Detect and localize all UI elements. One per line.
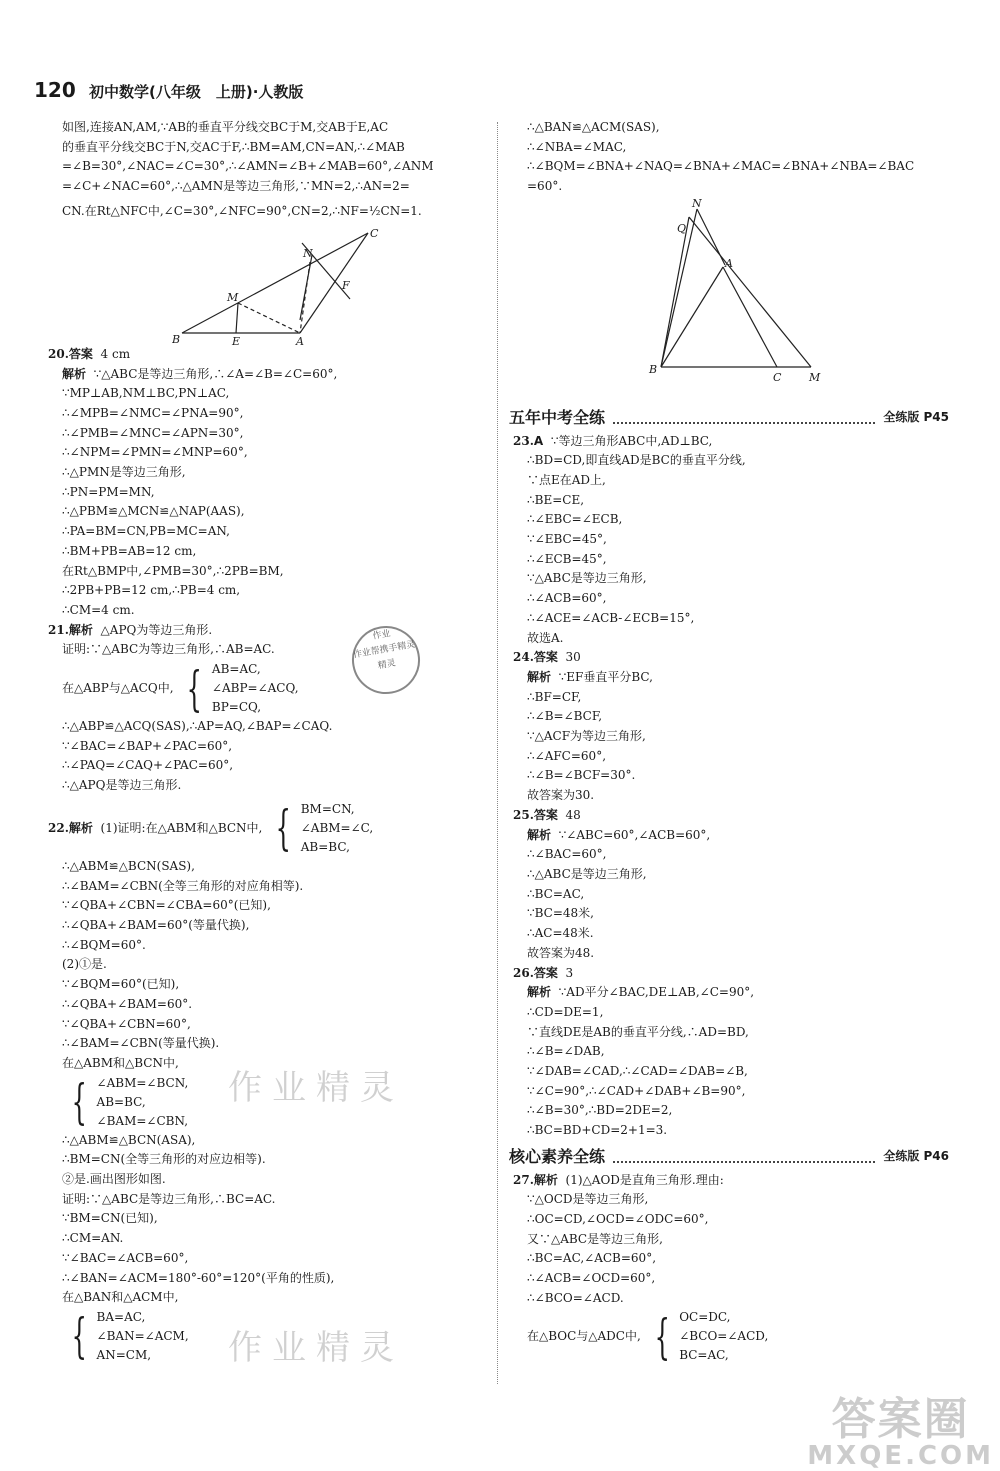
text-line: 在Rt△BMP中,∠PMB=30°,∴2PB=BM, xyxy=(62,563,284,578)
question-23 xyxy=(513,432,967,649)
label-c: C xyxy=(370,226,379,240)
text-line: ∴2PB+PB=12 cm,∴PB=4 cm, xyxy=(62,583,241,598)
label-b: B xyxy=(172,332,181,345)
question-number: 26. xyxy=(513,965,534,980)
triangle-figure-1 xyxy=(172,225,412,345)
text-line: ∴△PMN是等边三角形, xyxy=(62,465,186,480)
text-line: ∵直线DE是AB的垂直平分线,∴AD=BD, xyxy=(527,1024,749,1039)
text-line: ∴∠BAN=∠ACM=180°-60°=120°(平角的性质), xyxy=(62,1270,335,1285)
text-line: =∠C+∠NAC=60°,∴△AMN是等边三角形,∵MN=2,∴AN=2= xyxy=(62,179,410,194)
text-line: ∴AC=48米. xyxy=(527,926,594,941)
question-25 xyxy=(513,806,967,964)
text-line: ∴CD=DE=1, xyxy=(527,1004,604,1019)
brace-item: ∠ABM=∠C, xyxy=(300,820,374,835)
brace-item: ∠BAM=∠CBN, xyxy=(96,1113,189,1128)
text-line: ∴BD=CD,即直线AD是BC的垂直平分线, xyxy=(527,453,746,468)
text-line: ∴△BAN≌△ACM(SAS), xyxy=(527,120,660,134)
section-ref: 全练版 P45 xyxy=(883,409,949,424)
analysis-tag: 解析 xyxy=(527,669,552,684)
answer-tag: 答案 xyxy=(533,650,558,665)
answer-value: 30 xyxy=(565,650,581,665)
text-line: ∴△ABP≌△ACQ(SAS),∴AP=AQ,∠BAP=∠CAQ. xyxy=(62,719,333,734)
question-number: 23. xyxy=(513,433,534,448)
text-line: ∴∠BCO=∠ACD. xyxy=(527,1290,624,1305)
text-line: 在△BOC与△ADC中, xyxy=(527,1329,641,1344)
text-line: ∴BM+PB=AB=12 cm, xyxy=(62,543,197,558)
brace-item: ∠BCO=∠ACD, xyxy=(679,1329,769,1344)
intro-text xyxy=(62,118,482,225)
text-line: ∵EF垂直平分BC, xyxy=(558,669,653,684)
question-number: 27. xyxy=(513,1172,534,1187)
text-line: ∵△OCD是等边三角形, xyxy=(527,1192,649,1207)
text-line: 又∵△ABC是等边三角形, xyxy=(527,1231,663,1246)
text-line: ∴∠BQM=∠BNA+∠NAQ=∠BNA+∠MAC=∠BNA+∠NBA=∠BAC xyxy=(527,159,915,174)
text-line: ∴∠BAM=∠CBN(等量代换). xyxy=(62,1036,220,1051)
label-n: N xyxy=(303,246,313,260)
text-line: ∴OC=CD,∠OCD=∠ODC=60°, xyxy=(527,1211,709,1226)
text-line: ∵∠QBA+∠CBN=60°, xyxy=(62,1016,191,1031)
text-line: ∴∠NBA=∠MAC, xyxy=(527,139,627,154)
analysis-tag: 解析 xyxy=(68,622,93,637)
brace-item: ∠BAN=∠ACM, xyxy=(96,1328,189,1343)
text-line: ∴∠B=30°,∴BD=2DE=2, xyxy=(527,1103,673,1118)
brace-item: BC=AC, xyxy=(679,1348,729,1363)
text-line: (2)①是. xyxy=(62,957,107,972)
section-title: 五年中考全练 xyxy=(509,407,606,427)
brace-item: AB=AC, xyxy=(211,662,261,677)
answer-tag: 答案 xyxy=(68,346,93,361)
text-line: ∵AD平分∠BAC,DE⊥AB,∠C=90°, xyxy=(558,985,755,1000)
brace-item: AN=CM, xyxy=(96,1347,152,1362)
section-title: 核心素养全练 xyxy=(509,1146,606,1166)
brace-item: OC=DC, xyxy=(679,1310,731,1325)
brace-item: BP=CQ, xyxy=(211,700,262,715)
site-logo: 答案圈 MXQE.COM xyxy=(807,1394,994,1471)
brace-item: AB=BC, xyxy=(300,839,350,854)
label-b: B xyxy=(649,362,658,376)
text-line: ∴BC=AC, xyxy=(527,886,585,901)
question-number: 22. xyxy=(48,820,69,835)
answer-value: 3 xyxy=(565,965,574,980)
book-title: 初中数学(八年级 上册)·人教版 xyxy=(88,83,304,101)
right-column xyxy=(509,118,967,1365)
label-m: M xyxy=(809,370,821,384)
triangle-figure-2 xyxy=(647,197,847,402)
text-line: ∵∠C=90°,∴∠CAD+∠DAB+∠B=90°, xyxy=(527,1083,746,1098)
question-number: 21. xyxy=(48,622,69,637)
text-line: ∴PN=PM=MN, xyxy=(62,484,155,499)
question-20 xyxy=(48,345,482,621)
question-24 xyxy=(513,648,967,806)
text-line: ∴∠EBC=∠ECB, xyxy=(527,512,623,527)
text-line: △APQ为等边三角形. xyxy=(100,622,213,637)
text-line: CN.在Rt△NFC中,∠C=30°,∠NFC=90°,CN=2,∴NF=½CN=1. xyxy=(62,203,422,218)
text-line: ∴BE=CE, xyxy=(527,492,585,507)
text-line: 在△BAN和△ACM中, xyxy=(62,1290,179,1305)
answer-tag: 答案 xyxy=(533,965,558,980)
text-line: ∴∠B=∠BCF, xyxy=(527,709,603,724)
text-line: ∴∠B=∠DAB, xyxy=(527,1044,605,1059)
answer-value: 48 xyxy=(565,807,581,822)
brace-group: { AB=AC, ∠ABP=∠ACQ, BP=CQ, xyxy=(186,660,299,717)
question-number: 20. xyxy=(48,346,69,361)
text-line: ∵∠DAB=∠CAD,∴∠CAD=∠DAB=∠B, xyxy=(527,1064,748,1079)
text-line: ∴BC=AC,∠ACB=60°, xyxy=(527,1251,657,1266)
text-line: ∴∠BAC=60°, xyxy=(527,847,607,862)
text-line: ∴△APQ是等边三角形. xyxy=(62,778,182,793)
text-line: ∴△ABM≌△BCN(ASA), xyxy=(62,1132,196,1147)
text-line: ∴∠PMB=∠MNC=∠APN=30°, xyxy=(62,425,244,440)
text-line: ∵MP⊥AB,NM⊥BC,PN⊥AC, xyxy=(62,386,230,401)
question-27 xyxy=(513,1171,967,1366)
text-line: ∵△ABC是等边三角形,∴∠A=∠B=∠C=60°, xyxy=(93,366,338,381)
text-line: 在△ABP与△ACQ中, xyxy=(62,681,174,696)
section-header-2 xyxy=(509,1147,949,1167)
label-e: E xyxy=(232,334,241,345)
watermark: 作业精灵 xyxy=(228,1328,404,1368)
text-line: =60°. xyxy=(527,179,563,194)
text-line: ∴∠QBA+∠BAM=60°. xyxy=(62,996,193,1011)
text-line: =∠B=30°,∠NAC=∠C=30°,∴∠AMN=∠B+∠MAB=60°,∠ANM xyxy=(62,159,434,174)
text-line: ∴∠BAM=∠CBN(全等三角形的对应角相等). xyxy=(62,878,304,893)
text-line: (1)证明:在△ABM和△BCN中, xyxy=(100,820,263,835)
analysis-tag: 解析 xyxy=(527,985,552,1000)
text-line: ∴∠ACB=∠OCD=60°, xyxy=(527,1271,656,1286)
section-header-1 xyxy=(509,408,949,428)
page-number: 120 xyxy=(34,78,76,102)
label-q: Q xyxy=(677,221,687,235)
answer-tag: A xyxy=(533,433,544,448)
question-21 xyxy=(48,621,482,796)
text-line: ∵∠BQM=60°(已知), xyxy=(62,977,180,992)
text-line: 故答案为30. xyxy=(527,788,595,803)
text-line: ∴∠QBA+∠BAM=60°(等量代换), xyxy=(62,917,250,932)
text-line: ∴BF=CF, xyxy=(527,689,582,704)
text-line: ∴∠ECB=45°, xyxy=(527,551,607,566)
text-line: ∴∠ACB=60°, xyxy=(527,591,607,606)
analysis-tag: 解析 xyxy=(62,366,87,381)
brace-group: { ∠ABM=∠BCN, AB=BC, ∠BAM=∠CBN, xyxy=(71,1074,189,1131)
watermark: 作业精灵 xyxy=(228,1068,404,1108)
text-line: ∴△ABC是等边三角形, xyxy=(527,866,647,881)
brace-group: { OC=DC, ∠BCO=∠ACD, BC=AC, xyxy=(654,1308,769,1365)
text-line: ∵等边三角形ABC中,AD⊥BC, xyxy=(550,433,713,448)
text-line: ∴PA=BM=CN,PB=MC=AN, xyxy=(62,524,230,539)
answer-value: 4 cm xyxy=(100,346,131,361)
text-line: ∴BM=CN(全等三角形的对应边相等). xyxy=(62,1152,266,1167)
text-line: ∵△ABC是等边三角形, xyxy=(527,571,647,586)
question-number: 25. xyxy=(513,807,534,822)
text-line: ∴△ABM≌△BCN(SAS), xyxy=(62,858,195,873)
brace-item: ∠ABM=∠BCN, xyxy=(96,1075,189,1090)
brace-item: BA=AC, xyxy=(96,1309,146,1324)
text-line: 的垂直平分线交BC于N,交AC于F,∴BM=AM,CN=AN,∴∠MAB xyxy=(62,139,405,154)
text-line: ∴∠B=∠BCF=30°. xyxy=(527,768,636,783)
text-line: 证明:∵△ABC为等边三角形,∴AB=AC. xyxy=(62,642,275,657)
left-column xyxy=(48,118,482,1365)
stamp: 作业 作业帮携手精灵 精灵 xyxy=(347,621,426,700)
text-line: ∴CM=AN. xyxy=(62,1231,124,1246)
text-line: ∴∠PAQ=∠CAQ+∠PAC=60°, xyxy=(62,758,234,773)
label-a: A xyxy=(725,256,733,270)
text-line: 故选A. xyxy=(527,630,564,645)
label-m: M xyxy=(227,290,239,304)
label-a: A xyxy=(296,334,304,345)
analysis-tag: 解析 xyxy=(533,1172,558,1187)
text-line: ∵△ACF为等边三角形, xyxy=(527,729,646,744)
label-c: C xyxy=(773,370,782,384)
text-line: ∴BC=BD+CD=2+1=3. xyxy=(527,1123,668,1138)
text-line: 如图,连接AN,AM,∵AB的垂直平分线交BC于M,交AB于E,AC xyxy=(62,120,389,134)
text-line: ∵∠BAC=∠ACB=60°, xyxy=(62,1250,189,1265)
text-line: ∴∠AFC=60°, xyxy=(527,748,607,763)
analysis-tag: 解析 xyxy=(68,820,93,835)
text-line: ∴∠MPB=∠NMC=∠PNA=90°, xyxy=(62,405,244,420)
text-line: 证明:∵△ABC是等边三角形,∴BC=AC. xyxy=(62,1191,276,1206)
text-line: 故答案为48. xyxy=(527,945,595,960)
text-line: ∵BM=CN(已知), xyxy=(62,1211,158,1226)
label-n: N xyxy=(692,196,702,210)
brace-item: ∠ABP=∠ACQ, xyxy=(211,681,299,696)
text-line: ②是.画出图形如图. xyxy=(62,1172,166,1187)
brace-item: AB=BC, xyxy=(96,1094,146,1109)
question-number: 24. xyxy=(513,650,534,665)
text-line: 在△ABM和△BCN中, xyxy=(62,1055,179,1070)
analysis-tag: 解析 xyxy=(527,827,552,842)
page-header xyxy=(34,78,303,102)
text-line: ∵点E在AD上, xyxy=(527,472,606,487)
text-line: ∴∠BQM=60°. xyxy=(62,937,146,952)
text-line: ∴∠NPM=∠PMN=∠MNP=60°, xyxy=(62,445,248,460)
section-ref: 全练版 P46 xyxy=(883,1148,949,1163)
text-line: ∵∠EBC=45°, xyxy=(527,532,607,547)
text-line: ∵∠BAC=∠BAP+∠PAC=60°, xyxy=(62,738,233,753)
text-line: (1)△AOD是直角三角形.理由: xyxy=(565,1172,724,1187)
column-divider xyxy=(497,122,498,1384)
text-line: ∴CM=4 cm. xyxy=(62,602,135,617)
text-line: ∵∠QBA+∠CBN=∠CBA=60°(已知), xyxy=(62,898,271,913)
brace-group: { BA=AC, ∠BAN=∠ACM, AN=CM, xyxy=(71,1308,189,1365)
text-line: ∵BC=48米, xyxy=(527,906,594,921)
text-line: ∵∠ABC=60°,∠ACB=60°, xyxy=(558,827,711,842)
answer-tag: 答案 xyxy=(533,807,558,822)
label-f: F xyxy=(342,278,350,292)
question-26 xyxy=(513,964,967,1141)
text-line: ∴∠ACE=∠ACB-∠ECB=15°, xyxy=(527,610,695,625)
brace-group: { BM=CN, ∠ABM=∠C, AB=BC, xyxy=(275,800,374,857)
text-line: ∴△PBM≌△MCN≌△NAP(AAS), xyxy=(62,504,245,519)
brace-item: BM=CN, xyxy=(300,801,355,816)
